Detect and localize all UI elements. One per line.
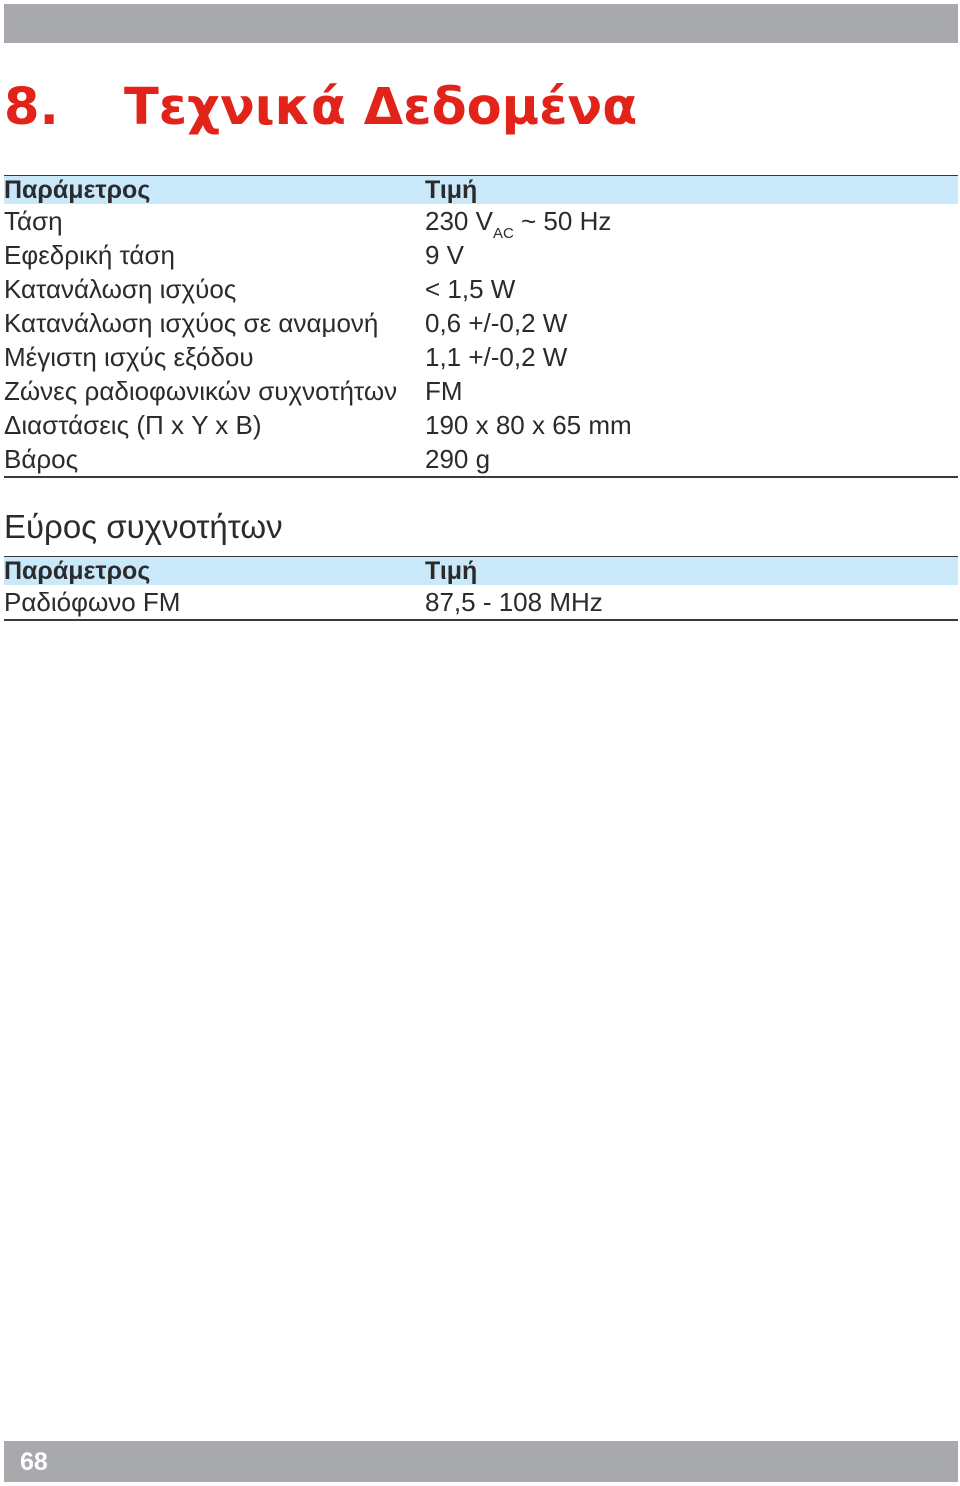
frequency-header-row xyxy=(4,556,958,585)
table-row xyxy=(4,442,958,476)
param-fm-radio: Ραδιόφωνο FM xyxy=(4,587,181,617)
column-header-parameter: Παράμετρος xyxy=(4,557,151,585)
param-max-output: Μέγιστη ισχύς εξόδου xyxy=(4,342,254,372)
table-row xyxy=(4,585,958,619)
page-number: 68 xyxy=(20,1448,48,1476)
table-row xyxy=(4,408,958,442)
value-voltage: 230 $V_{AC}$ ~ 50 Hz xyxy=(425,206,612,242)
value-dimensions: 190 x 80 x 65 mm xyxy=(425,410,632,440)
specs-header-row xyxy=(4,175,958,204)
page-title xyxy=(4,76,637,140)
frequency-table xyxy=(4,556,958,621)
value-radio-bands: FM xyxy=(425,376,463,406)
value-standby-consumption: 0,6 +/-0,2 W xyxy=(425,308,568,338)
table-row xyxy=(4,272,958,306)
param-radio-bands: Ζώνες ραδιοφωνικών συχνοτήτων xyxy=(4,376,398,406)
param-weight: Βάρος xyxy=(4,444,79,474)
section-title: Τεχνικά Δεδομένα xyxy=(124,78,638,137)
param-voltage: Τάση xyxy=(4,206,63,236)
param-standby-consumption: Κατανάλωση ισχύος σε αναμονή xyxy=(4,308,379,338)
value-power-consumption: < 1,5 W xyxy=(425,274,516,304)
column-header-parameter: Παράμετρος xyxy=(4,176,151,204)
section-number: 8. xyxy=(4,78,59,137)
column-header-value: Τιμή xyxy=(425,557,478,585)
table-row xyxy=(4,238,958,272)
table-row xyxy=(4,204,958,242)
footer-bar xyxy=(4,1441,958,1482)
specs-table xyxy=(4,175,958,478)
value-backup-voltage: 9 V xyxy=(425,240,465,270)
value-max-output: 1,1 +/-0,2 W xyxy=(425,342,568,372)
value-weight: 290 g xyxy=(425,444,491,474)
param-power-consumption: Κατανάλωση ισχύος xyxy=(4,274,237,304)
table-bottom-rule xyxy=(4,619,958,621)
param-backup-voltage: Εφεδρική τάση xyxy=(4,240,175,270)
table-row xyxy=(4,340,958,374)
table-row xyxy=(4,374,958,408)
table-row xyxy=(4,306,958,340)
top-bar xyxy=(4,4,958,43)
table-bottom-rule xyxy=(4,476,958,478)
value-fm-radio: 87,5 - 108 MHz xyxy=(425,587,603,617)
frequency-section-heading: Εύρος συχνοτήτων xyxy=(4,508,283,545)
param-dimensions: Διαστάσεις (Π x Υ x Β) xyxy=(4,410,262,440)
column-header-value: Τιμή xyxy=(425,176,478,204)
